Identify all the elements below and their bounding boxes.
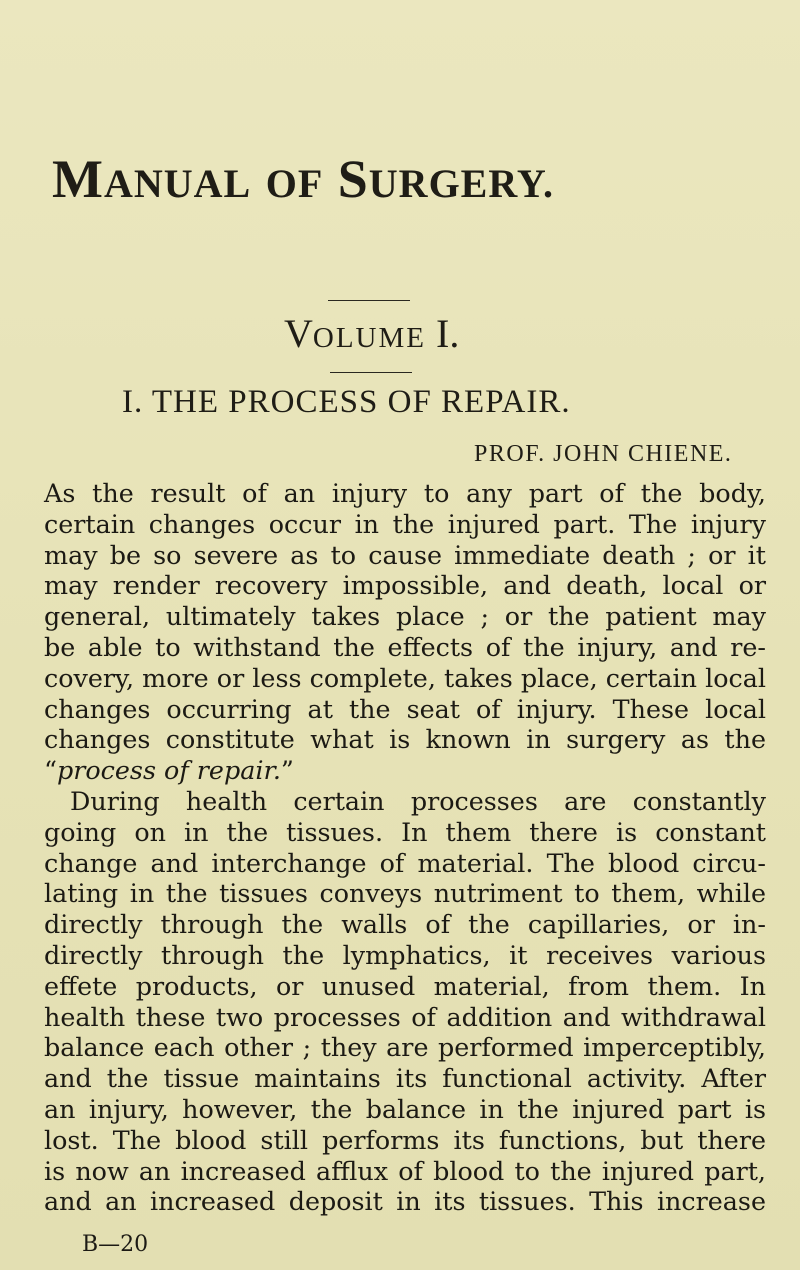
book-title	[52, 148, 752, 210]
text-line: As the result of an injury to any part of the body,	[44, 478, 766, 508]
signature-mark: B—20	[82, 1232, 149, 1257]
text-line: change and interchange of material. The blood circu-	[44, 847, 766, 878]
text-line: covery, more or less complete, takes place, certain local	[44, 662, 766, 693]
volume-label	[284, 310, 459, 357]
text-line: certain changes occur in the injured part. The injury	[44, 508, 766, 539]
text-line: and the tissue maintains its functional activity. After	[44, 1063, 766, 1094]
text-line: lost. The blood still performs its functions, but there	[44, 1124, 766, 1155]
open-quote: “	[44, 755, 57, 786]
volume-number: I.	[436, 311, 460, 356]
text-line: going on in the tissues. In them there is constant	[44, 816, 766, 847]
text-line: general, ultimately takes place ; or the patient may	[44, 601, 766, 632]
text-line	[44, 755, 766, 786]
text-line: be able to withstand the effects of the injury, and re-	[44, 631, 766, 662]
title-word-manual-rest: ANUAL	[103, 161, 252, 206]
italic-phrase: process of repair.	[56, 755, 281, 786]
volume-initial: V	[284, 311, 313, 356]
volume-rest: OLUME	[312, 322, 426, 354]
section-author: PROF. JOHN CHIENE.	[474, 441, 733, 467]
close-quote: ”	[280, 755, 294, 786]
text-line: During health certain processes are constantly	[70, 785, 766, 816]
text-line: directly through the walls of the capillaries, or in-	[44, 909, 766, 940]
text-line: lating in the tissues conveys nutriment to them, while	[44, 878, 766, 909]
text-line: balance each other ; they are performed imperceptibly,	[44, 1032, 766, 1063]
text-line: health these two processes of addition and withdrawal	[44, 1001, 766, 1032]
paragraph	[44, 786, 766, 1217]
text-line: effete products, or unused material, from them. In	[44, 970, 766, 1001]
paragraph	[44, 478, 766, 786]
title-word-surgery-rest: URGERY.	[368, 161, 555, 206]
title-word-of: OF	[265, 161, 324, 206]
title-divider-bottom	[330, 372, 412, 373]
title-word-manual-initial: M	[52, 149, 104, 209]
text-line: may be so severe as to cause immediate death ; or it	[44, 539, 766, 570]
text-line: changes occurring at the seat of injury. These local	[44, 693, 766, 724]
text-line: an injury, however, the balance in the injured part is	[44, 1093, 766, 1124]
text-line: changes constitute what is known in surgery as the	[44, 724, 766, 755]
title-word-surgery-initial: S	[337, 149, 369, 209]
body-text	[44, 478, 766, 1217]
text-line: is now an increased afflux of blood to the injured part,	[44, 1155, 766, 1186]
text-line: directly through the lymphatics, it receives various	[44, 939, 766, 970]
section-heading: I. THE PROCESS OF REPAIR.	[122, 384, 571, 420]
title-divider-top	[328, 300, 410, 301]
text-line: and an increased deposit in its tissues. This increase	[44, 1186, 766, 1217]
text-line: may render recovery impossible, and death, local or	[44, 570, 766, 601]
